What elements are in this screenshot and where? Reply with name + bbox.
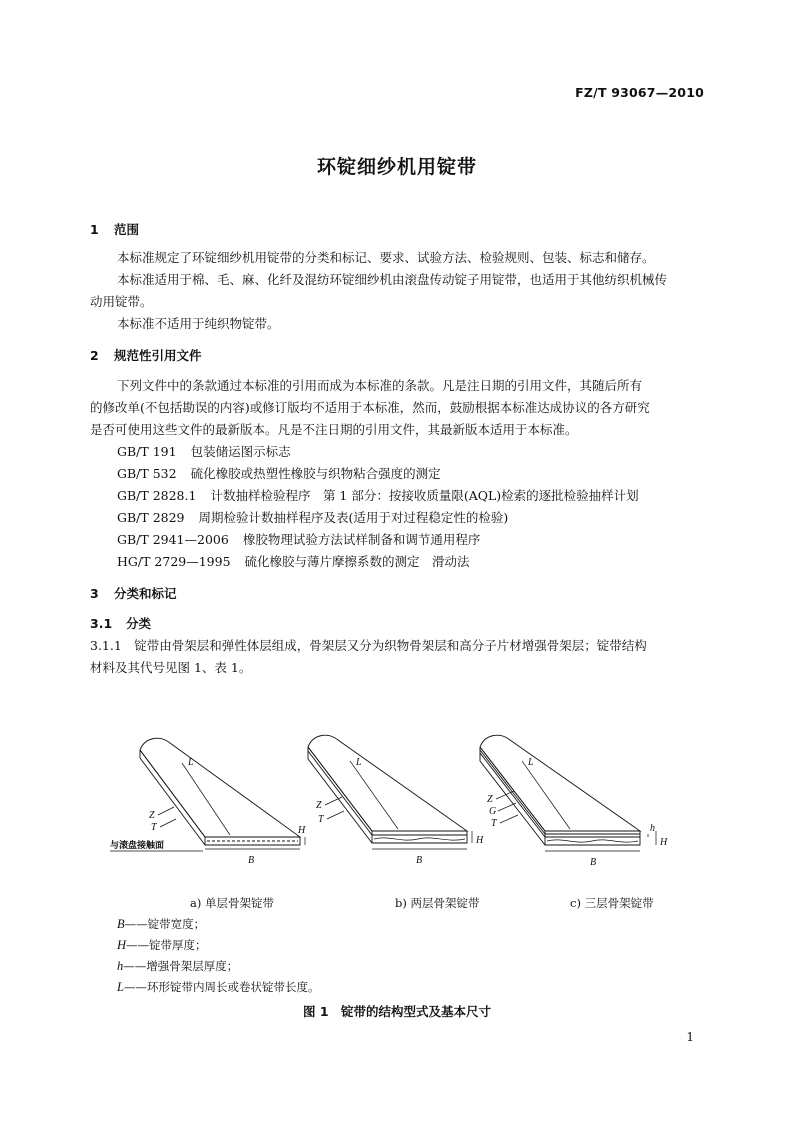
- reference-item: [117, 486, 639, 506]
- reference-code: GB/T 191: [117, 444, 177, 459]
- section-number: 1: [90, 222, 99, 237]
- belt-diagram-triple: [480, 735, 656, 851]
- paragraph-line: 本标准适用于棉、毛、麻、化纤及混纺环锭细纱机由滚盘传动锭子用锭带，也适用于其他纺织机械传: [117, 272, 668, 287]
- legend-item: [117, 958, 238, 974]
- section-title: 规范性引用文件: [114, 348, 202, 363]
- section-number: 2: [90, 348, 99, 363]
- belt-diagram-double: [308, 735, 472, 849]
- figure-caption-a: a) 单层骨架锭带: [190, 896, 274, 910]
- section-2-heading: [90, 346, 202, 364]
- legend-desc: ——环形锭带内周长或卷状锭带长度。: [123, 980, 320, 994]
- label-G: G: [489, 806, 497, 817]
- section-3-1-heading: [90, 614, 151, 632]
- paragraph-line: 本标准规定了环锭细纱机用锭带的分类和标记、要求、试验方法、检验规则、包装、标志和储存。: [117, 250, 655, 265]
- label-Z: Z: [149, 810, 155, 821]
- paragraph-line: 3.1.1 锭带由骨架层和弹性体层组成，骨架层又分为织物骨架层和高分子片材增强骨架层；锭带结构: [90, 638, 647, 653]
- figure-caption-b: b) 两层骨架锭带: [395, 896, 480, 910]
- page-number: 1: [686, 1030, 694, 1044]
- label-h: h: [650, 823, 655, 834]
- reference-item: [117, 552, 470, 572]
- label-H: H: [660, 837, 668, 848]
- label-Z: Z: [487, 794, 493, 805]
- label-L: L: [188, 757, 194, 768]
- section-1-heading: [90, 220, 139, 238]
- belt-structure-figure: [100, 725, 700, 885]
- label-L: L: [356, 757, 362, 768]
- contact-surface-label: 与滚盘接触面: [110, 840, 165, 850]
- belt-diagram-single: [110, 738, 305, 851]
- reference-code: GB/T 2941—2006: [117, 532, 229, 547]
- label-T: T: [318, 814, 324, 825]
- reference-title: 计数抽样检验程序 第 1 部分：按接收质量限(AQL)检索的逐批检验抽样计划: [210, 488, 639, 503]
- label-L: L: [528, 757, 534, 768]
- document-title: 环锭细纱机用锭带: [316, 156, 477, 178]
- figure-caption-c: c) 三层骨架锭带: [570, 896, 654, 910]
- reference-code: GB/T 2829: [117, 510, 185, 525]
- reference-code: HG/T 2729—1995: [117, 554, 231, 569]
- reference-code: GB/T 2828.1: [117, 488, 197, 503]
- paragraph-line: 动用锭带。: [90, 294, 153, 309]
- legend-desc: ——锭带厚度；: [126, 938, 207, 952]
- label-Z: Z: [316, 800, 322, 811]
- legend-item: [117, 937, 207, 953]
- legend-symbol: L: [117, 980, 124, 994]
- reference-title: 硫化橡胶或热塑性橡胶与织物粘合强度的测定: [190, 466, 441, 481]
- paragraph-line: 材料及其代号见图 1、表 1。: [90, 660, 252, 675]
- standard-number: FZ/T 93067—2010: [575, 85, 704, 100]
- label-T: T: [491, 818, 497, 829]
- section-number: 3: [90, 586, 99, 601]
- label-B: B: [590, 857, 597, 868]
- figure-title: 图 1 锭带的结构型式及基本尺寸: [302, 1004, 492, 1019]
- legend-desc: ——锭带宽度；: [124, 917, 206, 931]
- paragraph-line: 本标准不适用于纯织物锭带。: [117, 316, 280, 331]
- section-title: 分类和标记: [114, 586, 177, 601]
- section-title: 范围: [114, 222, 140, 237]
- section-number: 3.1: [90, 616, 113, 631]
- reference-item: [117, 508, 508, 528]
- reference-title: 周期检验计数抽样程序及表(适用于对过程稳定性的检验): [198, 510, 509, 525]
- label-B: B: [416, 855, 423, 866]
- legend-desc: ——增强骨架层厚度；: [123, 959, 239, 973]
- reference-item: [117, 530, 480, 550]
- label-T: T: [151, 822, 157, 833]
- reference-code: GB/T 532: [117, 466, 177, 481]
- label-H: H: [476, 835, 484, 846]
- label-H: H: [298, 825, 306, 836]
- reference-title: 硫化橡胶与薄片摩擦系数的测定 滑动法: [244, 554, 470, 569]
- paragraph-line: 是否可使用这些文件的最新版本。凡是不注日期的引用文件，其最新版本适用于本标准。: [90, 422, 578, 437]
- reference-title: 橡胶物理试验方法试样制备和调节通用程序: [242, 532, 481, 547]
- label-B: B: [248, 855, 255, 866]
- section-3-heading: [90, 584, 177, 602]
- reference-item: [117, 464, 441, 484]
- legend-symbol: h: [117, 959, 124, 973]
- section-title: 分类: [126, 616, 152, 631]
- legend-item: [117, 916, 205, 932]
- paragraph-line: 下列文件中的条款通过本标准的引用而成为本标准的条款。凡是注日期的引用文件，其随后所有: [117, 378, 643, 393]
- legend-item: [117, 979, 319, 995]
- legend-symbol: H: [117, 938, 127, 952]
- reference-title: 包装储运图示标志: [190, 444, 291, 459]
- legend-symbol: B: [117, 917, 125, 931]
- reference-item: [117, 442, 291, 462]
- paragraph-line: 的修改单(不包括勘误的内容)或修订版均不适用于本标准，然而，鼓励根据本标准达成协议的各方研究: [90, 400, 650, 415]
